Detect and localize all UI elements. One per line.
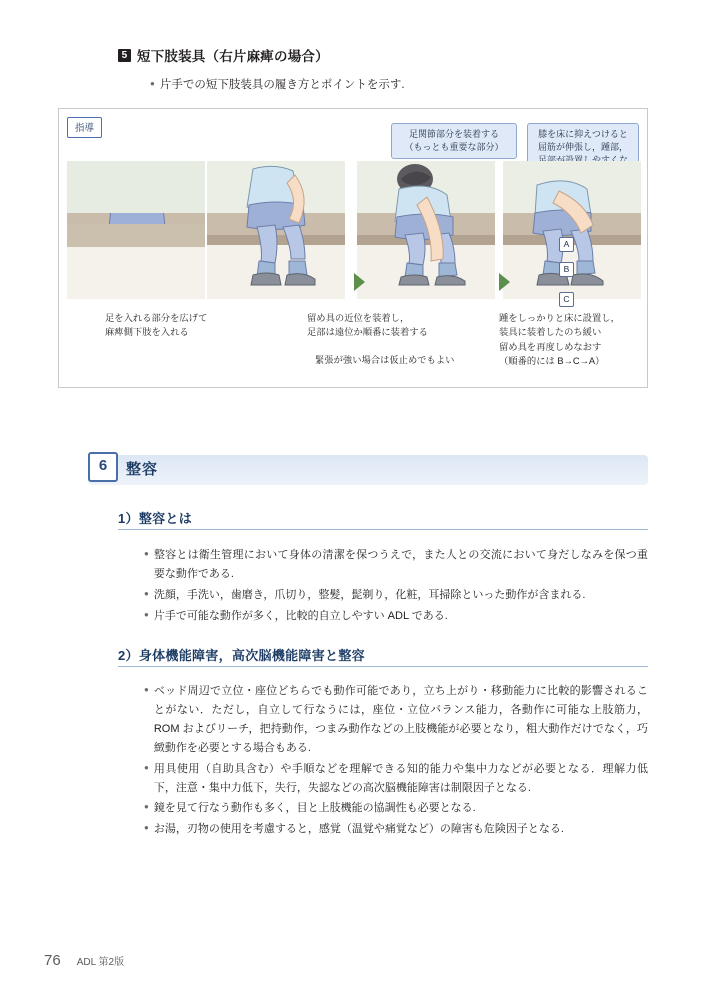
figure-arrow-icon — [499, 273, 510, 291]
figure-label-line: （順番的には B→C→A） — [499, 356, 605, 367]
figure-label-line: 装具に装着したのち緩い — [499, 327, 602, 338]
figure-label-line: 麻痺側下肢を入れる — [105, 327, 189, 338]
subsection-2-title: 2）身体機能障害，高次脳機能障害と整容 — [118, 648, 365, 663]
footer-book-title: ADL 第2版 — [76, 957, 125, 968]
illustration-step2 — [207, 161, 345, 299]
section5-title: 短下肢装具（右片麻痺の場合） — [137, 49, 329, 64]
figure-arrow-icon — [354, 273, 365, 291]
list-item — [144, 586, 648, 605]
list-item-text: 鏡を見て行なう動作も多く，目と上肢機能の協調性も必要となる. — [153, 802, 476, 815]
marker-c: C — [559, 292, 574, 307]
figure-label-line: 留め具を再度しめなおす — [499, 341, 602, 352]
illustration-step3 — [357, 161, 495, 299]
subsection-1-list — [144, 546, 648, 628]
figure-label-1 — [105, 311, 275, 340]
callout-line: 屈筋が伸張し，踵部， — [537, 142, 628, 153]
section6-title: 整容 — [126, 461, 159, 478]
section5-number: 5 — [118, 49, 131, 62]
list-item — [144, 682, 648, 758]
bullet-dot-icon: ● — [144, 802, 149, 812]
page-number: 76 — [44, 952, 61, 969]
list-item-text: 片手で可能な動作が多く，比較的自立しやすい ADL である. — [153, 609, 448, 622]
figure-label-line: 留め具の近位を装着し， — [307, 313, 410, 323]
figure-label-line: 足を入れる部分を広げて — [105, 313, 208, 323]
figure-panel-2 — [207, 161, 345, 299]
page-footer — [44, 952, 124, 969]
bullet-dot-icon: ● — [144, 588, 149, 598]
bullet-dot-icon: ● — [144, 685, 149, 694]
list-item-text: 洗顔，手洗い，歯磨き，爪切り，整髪，髭剃り，化粧，耳掃除といった動作が含まれる. — [153, 588, 586, 601]
bullet-dot-icon: ● — [144, 823, 149, 833]
list-item-text: お湯，刃物の使用を考慮すると，感覚（温覚や痛覚など）の障害も危険因子となる. — [153, 823, 564, 836]
figure-ankle-foot-orthosis — [58, 108, 648, 388]
section5-bullet — [150, 76, 405, 92]
figure-panel-1 — [67, 161, 205, 299]
list-item — [144, 546, 648, 584]
list-item — [144, 799, 648, 818]
section5-heading — [118, 45, 329, 65]
bullet-dot-icon: ● — [150, 79, 155, 88]
figure-panel-4 — [503, 161, 641, 299]
illustration-step4 — [503, 161, 641, 299]
figure-callout-ankle — [391, 123, 517, 159]
bullet-dot-icon: ● — [144, 549, 149, 558]
figure-label-3 — [499, 311, 659, 369]
subsection-2-list — [144, 682, 648, 841]
list-item — [144, 760, 648, 798]
bullet-dot-icon: ● — [144, 762, 149, 772]
list-item-text: ベッド周辺で立位・座位どちらでも動作可能であり，立ち上がり・移動能力に比較的影響されることがない．ただし，自立して行なうには，座位・立位バランス能力，各動作に可能な上肢筋力，ROM およびリーチ，把持動作，つまみ動作などの上肢機能が必要となり，粗大動作だけでなく，巧緻動作を必要とする場合もある. — [153, 685, 648, 754]
marker-a: A — [559, 237, 574, 252]
figure-panel-3 — [357, 161, 495, 299]
figure-label-2b: 緊張が強い場合は仮止めでもよい — [315, 355, 455, 365]
bullet-dot-icon: ● — [144, 609, 149, 619]
section5-bullet-text: 片手での短下肢装具の履き方とポイントを示す. — [159, 79, 405, 91]
figure-panel-strip — [67, 161, 641, 299]
callout-line: （もっとも重要な部分） — [404, 142, 504, 153]
section6-number: 6 — [88, 452, 118, 482]
figure-label-line: 足部は遠位か順番に装着する — [307, 327, 428, 338]
subsection-1-title: 1）整容とは — [118, 511, 193, 526]
subsection-2-rule — [118, 666, 648, 667]
section6-band — [88, 455, 648, 485]
figure-tag-instruction: 指導 — [67, 117, 102, 138]
list-item — [144, 820, 648, 839]
list-item-text: 用具使用（自助具含む）や手順などを理解できる知的能力や集中力などが必要となる．理解力低下，注意・集中力低下，失行，失認などの高次脳機能障害は制限因子となる. — [153, 762, 648, 794]
figure-label-line: 踵をしっかりと床に設置し， — [499, 313, 620, 323]
callout-line: 足関節部分を装着する — [408, 129, 499, 139]
figure-label-2 — [307, 311, 497, 340]
list-item-text: 整容とは衛生管理において身体の清潔を保つうえで，また人との交流において身だしなみを保つ重要な動作である. — [153, 549, 648, 580]
subsection-1-rule — [118, 529, 648, 530]
list-item — [144, 607, 648, 626]
callout-line: 膝を床に抑えつけると — [538, 129, 628, 139]
marker-b: B — [559, 262, 574, 277]
